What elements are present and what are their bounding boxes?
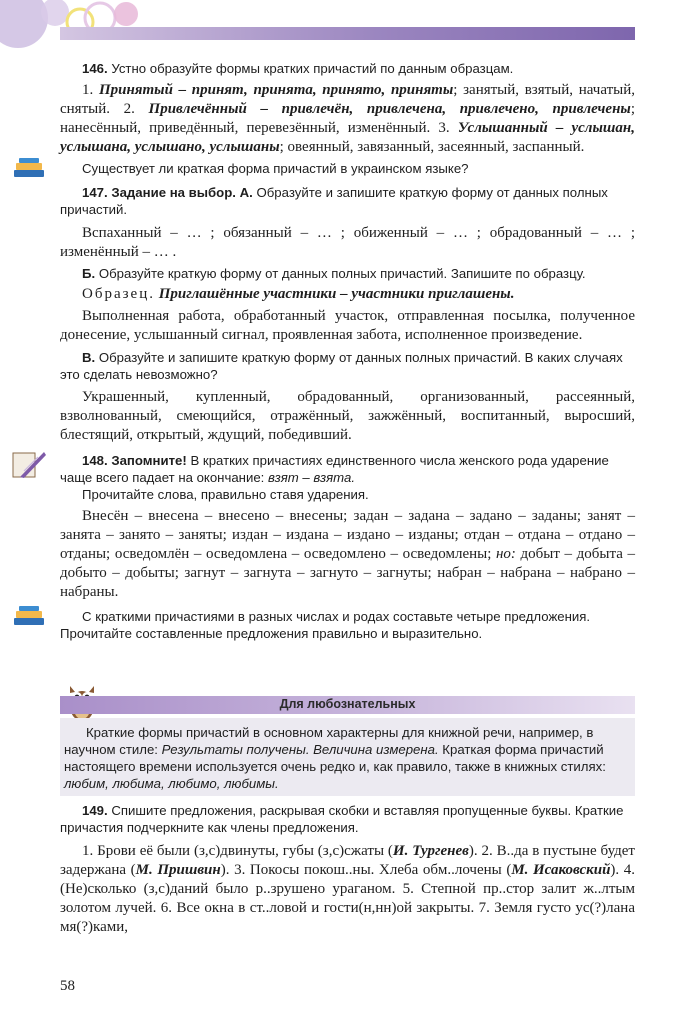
exercise-147-v-instruction: В. Образуйте и запишите краткую форму от данных полных причастий. В каких случаях это сделать невозможно?: [60, 350, 623, 382]
exercise-149: [60, 802, 635, 937]
exercise-147-sample: Образец. Приглашённые участники – участники приглашены.: [82, 286, 515, 302]
exercise-146-text: 1. Принятый – принят, принята, принято, приняты; занятый, взятый, начатый, снятый. 2. Привлечённый – привлечён, привлечена, привлечено, привлечены; нанесённый, приведённый, перевезённый, изменённый. 3. Услышанный – услышан, услышана, услышано, услышаны; овеянный, завязанный, засеянный, заспанный.: [60, 82, 636, 155]
ukrainian-question: Существует ли краткая форма причастий в украинском языке?: [82, 161, 469, 176]
exercise-149-text: 1. Брови её были (з,с)двинуты, губы (з,с)сжаты (И. Тургенев). 2. В..да в пустыне будет задержана (М. Пришвин). 3. Покосы покош..ны. Хлеба обм..лочены (М. Исаковский). 4. (Не)сколько (з,с)даний было р..зрушено ураганом. 5. Степной пр..стор залит ж..лтым золотом лучей. 6. Все окна в ст..ловой и гости(н,нн)ой закрыты. 7. Земля густо ус(?)лана мя(?)ками,: [60, 843, 636, 935]
exercise-147-a-instruction: 147. Задание на выбор. А. Образуйте и запишите краткую форму от данных полных причастий.: [60, 185, 608, 217]
exercise-148-task: Прочитайте слова, правильно ставя ударения.: [82, 487, 369, 502]
exercise-147-a-words: Вспаханный – … ; обязанный – … ; обиженный – … ; обрадованный – … ; изменённый – … .: [60, 225, 635, 260]
page-number: 58: [60, 978, 75, 994]
exercise-147-v-words: Украшенный, купленный, обрадованный, организованный, рассеянный, взволнованный, смеющийся, отражённый, зажжённый, воспитанный, выросший, блестящий, открытый, ждущий, победивший.: [60, 389, 635, 443]
sentences-task: С краткими причастиями в разных числах и родах составьте четыре предложения. Прочитайте составленные предложения правильно и выразительно.: [60, 609, 591, 641]
quill-pen-icon: [10, 449, 50, 481]
exercise-147-b-words: Выполненная работа, обработанный участок, отправленная посылка, полученное донесение, услышанный сигнал, проявленная забота, исполненное произведение.: [60, 308, 635, 343]
sentences-task-row: [60, 608, 635, 642]
books-icon: [10, 157, 50, 181]
decorative-circles: [0, 0, 150, 50]
exercise-147-b-instruction: Б. Образуйте краткую форму от данных полных причастий. Запишите по образцу.: [82, 266, 586, 281]
exercise-149-instruction: 149. Спишите предложения, раскрывая скобки и вставляя пропущенные буквы. Краткие причастия подчеркните как члены предложения.: [60, 803, 624, 835]
curious-title: Для любознательных: [279, 697, 416, 711]
exercise-148-number: 148. Запомните!: [82, 453, 187, 468]
exercise-147-number: 147. Задание на выбор.: [82, 185, 236, 200]
exercise-149-number: 149.: [82, 803, 108, 818]
page-content: [60, 58, 635, 642]
exercise-148-words: Внесён – внесена – внесено – внесены; задан – задана – задано – заданы; занят – занята – занято – заняты; издан – издана – издано – изданы; отдан – отдана – отдано – отданы; осведомлён – осведомлена – осведомлено – осведомлены; но: добыт – добыта – добыто – добыты; загнут – загнута – загнуто – загнуты; набран – набрана – набрано – набраны.: [60, 508, 635, 600]
top-header-bar: [60, 27, 635, 40]
books-icon: [10, 605, 50, 629]
curious-text: Краткие формы причастий в основном характерны для книжной речи, например, в научном стиле: Результаты получены. Величина измерена. Краткая форма причастий настоящего времени используется очень редко и, как правило, также в книжных стилях: любим, любима, любимо, любимы.: [64, 725, 606, 791]
ukrainian-question-row: [60, 160, 635, 177]
exercise-148-rule: 148. Запомните! В кратких причастиях единственного числа женского рода ударение чаще всего падает на окончание: взят – взята. Прочитайте слова, правильно ставя ударения.: [60, 452, 635, 503]
curious-box: [60, 718, 635, 796]
exercise-146-instruction: 146. Устно образуйте формы кратких причастий по данным образцам.: [82, 61, 514, 76]
exercise-146-number: 146.: [82, 61, 108, 76]
